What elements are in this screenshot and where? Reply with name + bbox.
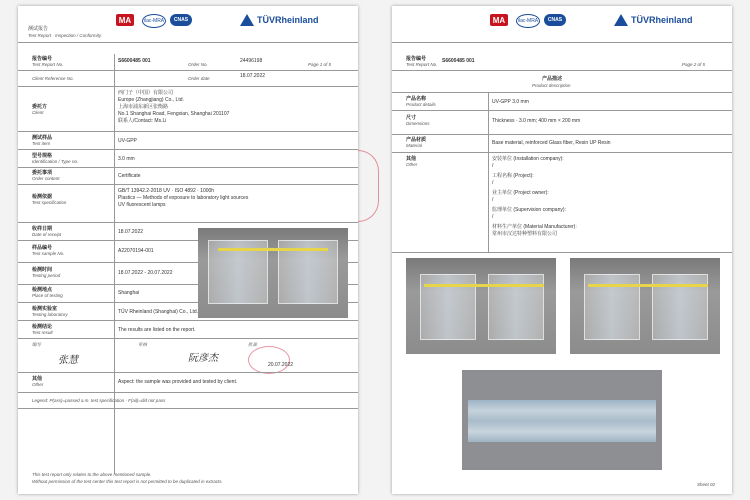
other-label: 其他 [32, 376, 43, 382]
report-no-label-en: Test Report No. [406, 62, 438, 67]
test-item: UV-GPP [118, 138, 137, 144]
order-no-label: Order No. [188, 62, 208, 67]
sig1-label: 编写 [32, 342, 41, 347]
dimensions-label-en: Dimensions [406, 121, 430, 126]
ilac-logo: ilac-MRA [142, 14, 166, 28]
place-label-en: Place of testing [32, 293, 63, 298]
product-label: 产品名称 [406, 96, 427, 102]
lab-label: 检测实验室 [32, 306, 58, 312]
lab-label-en: Testing laboratory [32, 312, 68, 317]
tuv-logo: TÜVRheinland [614, 14, 693, 26]
sample-photo-1 [406, 258, 556, 354]
spec-label: 检测依据 [32, 194, 53, 200]
client-name-en: Europe (Zhangjiang) Co., Ltd. [118, 97, 184, 103]
supervision-label: 监理单位 (Supervision company): [492, 207, 566, 213]
sig3-label: 批准 [248, 342, 257, 347]
test-item-label-en: Test item [32, 141, 51, 146]
footer-2: Without permission of the test center this test report is not permitted to be duplicated in extracts. [32, 479, 223, 484]
order-date-label: Order date [188, 76, 210, 81]
cnas-logo: CNAS [544, 14, 566, 26]
header-title: 测试报告 [28, 26, 49, 32]
header-subtitle: Test Report · Inspection / Conformity [28, 33, 102, 38]
report-page-1 [18, 6, 358, 494]
signature-2: 阮彦杰 [188, 353, 218, 364]
cnas-logo: CNAS [170, 14, 192, 26]
order-date: 18.07.2022 [240, 73, 266, 79]
fabric-photo [462, 370, 662, 470]
supervision: / [492, 214, 494, 220]
report-no-label: 报告编号 [32, 56, 53, 62]
install: / [492, 163, 494, 169]
model: 3.0 mm [118, 156, 135, 162]
place-label: 检测地点 [32, 287, 53, 293]
manufacturer-label: 材料生产单位 (Material Manufacturer): [492, 224, 577, 230]
client-address-cn: 上海市浦东新区张衡路 [118, 104, 169, 110]
receipt-label-en: Date of receipt [32, 232, 62, 237]
spec-line-1: GB/T 13942.2-2018 UV · ISO 4892 · 1000h [118, 188, 215, 194]
model-label-en: Identification / Type no. [32, 159, 79, 164]
receipt-label: 收样日期 [32, 226, 53, 232]
report-no-label-en: Test Report No. [32, 62, 64, 67]
client-name-cn: 西门子（中国）有限公司 [118, 90, 174, 96]
section-title-en: Product description [532, 83, 571, 88]
period-label: 检测时间 [32, 267, 53, 273]
report-no-label: 报告编号 [406, 56, 427, 62]
report-page-2 [392, 6, 732, 494]
section-title: 产品描述 [542, 76, 563, 82]
project-label: 工程名称 (Project): [492, 173, 534, 179]
place: Shanghai [118, 290, 140, 296]
stamp [248, 346, 290, 374]
sample-no-label-en: Test sample No. [32, 251, 65, 256]
material-label-en: Material [406, 143, 423, 148]
material: Base material, reinforced Glass fiber, Resin UP Resin [492, 140, 611, 146]
spec-line-2: Plastics — Methods of exposure to laboratory light sources [118, 195, 249, 201]
receipt-date: 18.07.2022 [118, 229, 144, 235]
sig2-label: 审核 [138, 342, 147, 347]
spec-label-en: Test specification [32, 200, 67, 205]
page-number: Page 2 of 5 [682, 62, 706, 67]
dimensions-label: 尺寸 [406, 115, 417, 121]
other-label-en: Other [406, 162, 418, 167]
client-address-en: No.1 Shanghai Road, Fengxian, Shanghai 201107 [118, 111, 230, 117]
client-label-en: Client [32, 110, 44, 115]
spec-line-3: UV fluorescent lamps [118, 202, 166, 208]
signature-1: 张慧 [58, 355, 78, 366]
signature-date: 20.07.2022 [268, 362, 294, 368]
order-content: Certificate [118, 173, 141, 179]
owner-label: 业主单位 (Project owner): [492, 190, 549, 196]
footer-1: This test report only relates to the above mentioned sample. [32, 472, 152, 477]
page-number: Page 1 of 5 [308, 62, 332, 67]
other-label: 其他 [406, 156, 417, 162]
tuv-logo: TÜVRheinland [240, 14, 319, 26]
other-label-en: Other [32, 382, 44, 387]
product: UV-GPP 3.0 mm [492, 99, 529, 105]
client-contact: 联系人/Contact: Ms.Li [118, 118, 167, 124]
owner: / [492, 197, 494, 203]
report-no: S6600485 001 [118, 58, 151, 64]
result: The results are listed on the report. [118, 327, 196, 333]
manufacturer: 常州市汉达特种塑料有限公司 [492, 231, 558, 237]
client-label: 委托方 [32, 104, 48, 110]
install-label: 安装单位 (Installation company): [492, 156, 564, 162]
dimensions: Thickness · 3.0 mm; 400 mm × 200 mm [492, 118, 581, 124]
product-label-en: Product details [406, 102, 436, 107]
order-content-label-en: Order content [32, 176, 60, 181]
sample-photo-2 [570, 258, 720, 354]
report-no: S6600485 001 [442, 58, 475, 64]
test-item-label: 测试样品 [32, 135, 53, 141]
ilac-logo: ilac-MRA [516, 14, 540, 28]
result-label-en: Test result [32, 330, 53, 335]
result-label: 检测结论 [32, 324, 53, 330]
sample-no-label: 样品编号 [32, 245, 53, 251]
side-stamp [358, 150, 379, 222]
material-label: 产品材质 [406, 137, 427, 143]
ma-logo: MA [116, 14, 134, 26]
testing-period: 18.07.2022 - 20.07.2022 [118, 270, 173, 276]
period-label-en: Testing period [32, 273, 61, 278]
other: Aspect: the sample was provided and tested by client. [118, 379, 238, 385]
sample-no: A22070194-001 [118, 248, 154, 254]
client-ref-label: Client Reference No. [32, 76, 74, 81]
ma-logo: MA [490, 14, 508, 26]
order-no: 24496198 [240, 58, 263, 64]
order-content-label: 委托事项 [32, 170, 53, 176]
sample-photo [198, 228, 348, 318]
project: / [492, 180, 494, 186]
footer-code: Sheet 02 [697, 482, 716, 487]
model-label: 型号规格 [32, 153, 53, 159]
lab: TÜV Rheinland (Shanghai) Co., Ltd. [118, 309, 199, 315]
legend: Legend: P(ass)=passed a.m. test specification · F(ail)=did not pass [32, 398, 166, 403]
